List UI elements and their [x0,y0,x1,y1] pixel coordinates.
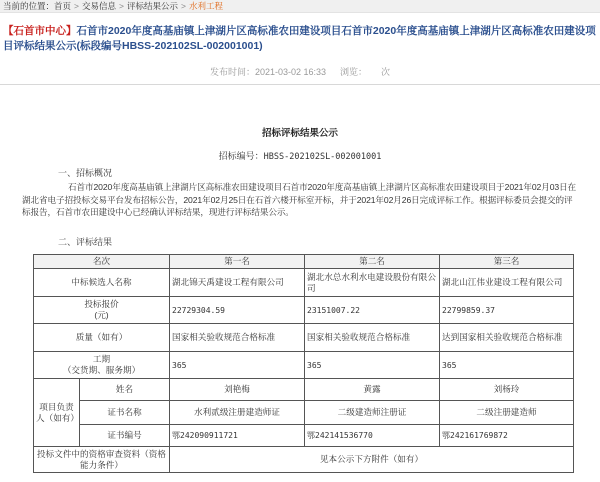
header-third: 第三名 [440,255,574,269]
row-label-quality: 质量（如有） [34,324,170,352]
manager-cert-label: 证书名称 [80,401,170,425]
manager-certno-third: 鄂242161769872 [440,425,574,447]
publish-time: 发布时间：2021-03-02 16:33 [209,67,327,77]
header-first: 第一名 [170,255,305,269]
divider [0,84,600,85]
manager-name-first: 刘艳梅 [170,379,305,401]
section-heading-results: 二、评标结果 [58,237,113,247]
breadcrumb-separator: > [119,1,124,11]
manager-certno-label: 证书编号 [80,425,170,447]
announcement-heading: 招标评标结果公示 [261,128,338,139]
price-third: 22799859.37 [440,297,574,324]
manager-name-third: 刘杨玲 [440,379,574,401]
candidate-third: 湖北山江伟业建设工程有限公司 [440,269,574,297]
manager-name-label: 姓名 [80,379,170,401]
page-title-text: 石首市2020年度高基庙镇上津湖片区高标准农田建设项目石首市2020年度高基庙镇上津湖片区高标准农田建设项目评标结果公示(标段编号HBSS-202102SL-002001001) [3,25,596,52]
breadcrumb-link-result-notice[interactable]: 评标结果公示 [126,1,178,11]
row-label-duration [34,352,170,379]
table-row [34,425,574,447]
table-row [34,447,574,473]
page-title [3,24,597,54]
price-label-line2: (元) [94,310,109,320]
result-table [33,254,574,473]
table-row [34,269,574,297]
header-rank: 名次 [34,255,170,269]
breadcrumb-link-home[interactable]: 首页 [54,1,72,11]
quality-second: 国家相关验收规范合格标准 [305,324,440,352]
breadcrumb-link-trade-info[interactable]: 交易信息 [82,1,117,11]
table-row [34,352,574,379]
row-label-review: 投标文件中的资格审查资料（资格能力条件） [34,447,170,473]
manager-cert-second: 二级建造师注册证 [305,401,440,425]
duration-label-line1: 工期 [92,354,111,364]
price-label-line1: 投标报价 [84,299,119,309]
row-label-manager: 项目负责人（如有） [34,379,80,447]
manager-certno-second: 鄂242141536770 [305,425,440,447]
review-value: 见本公示下方附件（如有） [170,447,574,473]
price-first: 22729304.59 [170,297,305,324]
announcement-number [0,149,600,162]
page-title-center: 【石首市中心】 [3,25,77,37]
breadcrumb [0,0,600,13]
announcement-number-value: HBSS-202102SL-002001001 [263,152,382,162]
view-count-unit: 次 [381,67,391,77]
table-row [34,401,574,425]
price-second: 23151007.22 [305,297,440,324]
row-label-candidate: 中标候选人名称 [34,269,170,297]
candidate-first: 湖北锦天禹建设工程有限公司 [170,269,305,297]
table-row [34,297,574,324]
breadcrumb-separator: > [74,1,79,11]
breadcrumb-separator: > [181,1,186,11]
section-overview-body: 石首市2020年度高基庙镇上津湖片区高标准农田建设项目石首市2020年度高基庙镇上津湖片区高标准农田建设项目于2021年02月03日在湖北省电子招投标交易平台发布招标公告，2021年02月25日在石首六楼开标室开标，并于2021年02月26日完成评标工作。根据评标委员会提交的评标报告，石首市农田建设中心已经确认评标结果，现进行评标结果公示。 [22,182,577,217]
duration-first: 365 [170,352,305,379]
breadcrumb-label: 当前的位置： [3,1,55,11]
table-header-row [34,255,574,269]
view-count-label: 浏览： [340,67,368,77]
quality-first: 国家相关验收规范合格标准 [170,324,305,352]
breadcrumb-link-water-project[interactable]: 水利工程 [188,1,223,11]
row-label-price [34,297,170,324]
manager-cert-third: 二级注册建造师 [440,401,574,425]
manager-certno-first: 鄂242090911721 [170,425,305,447]
table-row [34,324,574,352]
manager-name-second: 黄露 [305,379,440,401]
section-heading-overview: 一、招标概况 [58,168,113,178]
manager-cert-first: 水利贰级注册建造师证 [170,401,305,425]
candidate-second: 湖北水总水利水电建设股份有限公司 [305,269,440,297]
duration-second: 365 [305,352,440,379]
announcement-number-label: 招标编号： [218,151,264,161]
quality-third: 达到国家相关验收规范合格标准 [440,324,574,352]
duration-label-line2: （交货期、服务期） [62,365,141,375]
table-row [34,379,574,401]
header-second: 第二名 [305,255,440,269]
publish-meta [0,66,600,78]
duration-third: 365 [440,352,574,379]
